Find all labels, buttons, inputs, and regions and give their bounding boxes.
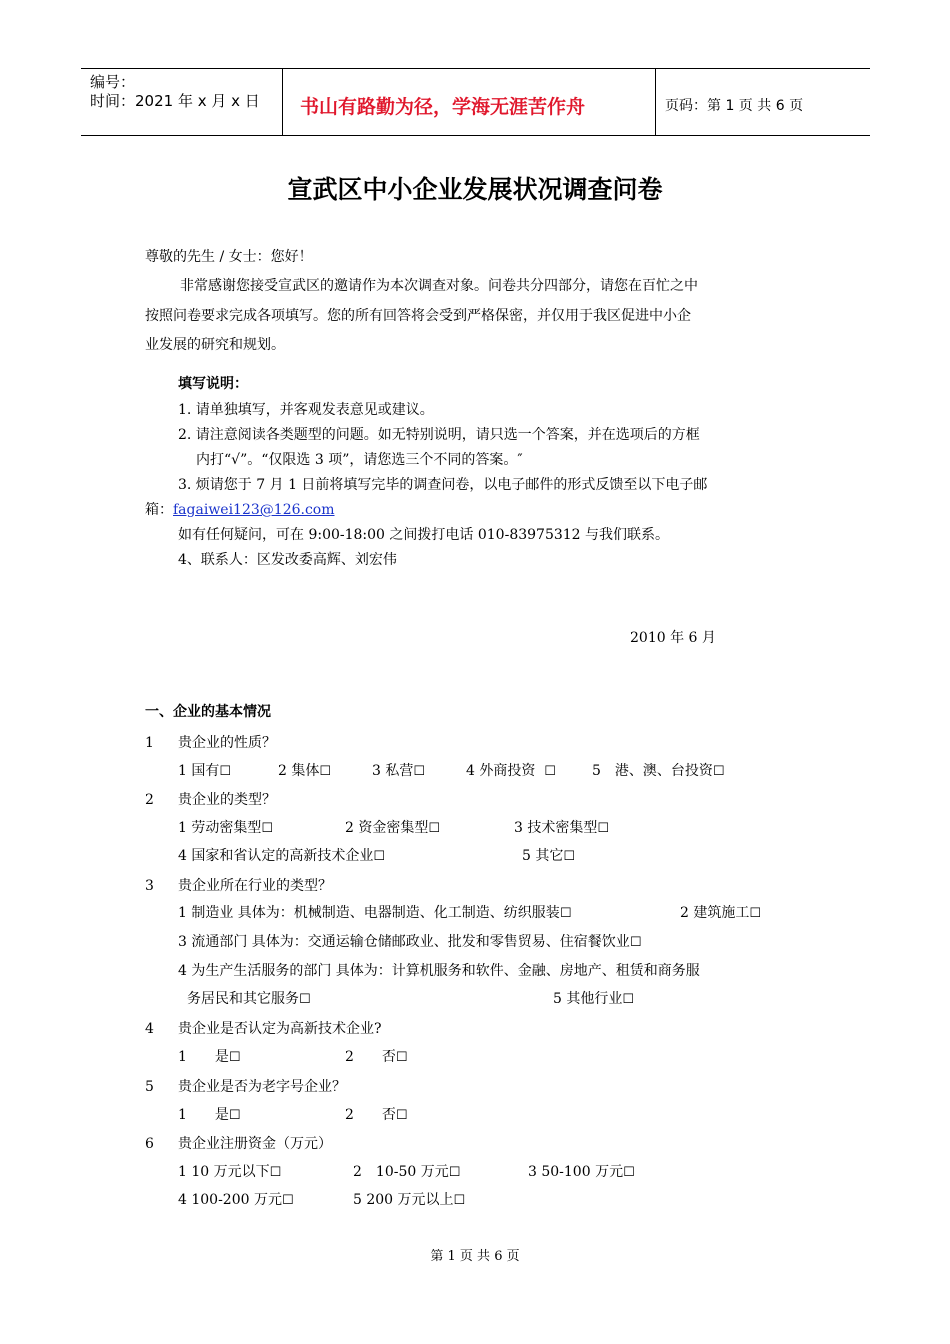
checkbox-icon[interactable]: ☐ [563,849,576,864]
q2-number: 2 [145,792,154,808]
q5-text: 贵企业是否为老字号企业？ [178,1079,346,1095]
checkbox-icon[interactable]: ☐ [544,764,556,779]
instruction-3a: 3. 烦请您于 7 月 1 日前将填写完毕的调查问卷，以电子邮件的形式反馈至以下电子邮 [178,477,708,493]
q1-text: 贵企业的性质？ [178,735,276,751]
checkbox-icon[interactable]: ☐ [712,764,725,779]
checkbox-icon[interactable]: ☐ [597,821,610,836]
q3-option[interactable]: 1 制造业 具体为：机械制造、电器制造、化工制造、纺织服装☐ [178,905,572,921]
q2-option[interactable]: 3 技术密集型☐ [514,820,610,836]
q6-option[interactable]: 4 100-200 万元☐ [178,1192,294,1208]
checkbox-icon[interactable]: ☐ [413,764,426,779]
checkbox-icon[interactable]: ☐ [622,992,635,1007]
checkbox-icon[interactable]: ☐ [428,821,441,836]
q6-option[interactable]: 5 200 万元以上☐ [353,1192,466,1208]
q5-option[interactable]: 1 是☐ [178,1107,241,1123]
checkbox-icon[interactable]: ☐ [281,1193,294,1208]
instruction-4: 4、联系人：区发改委高辉、刘宏伟 [178,552,397,568]
q2-option[interactable]: 2 资金密集型☐ [345,820,441,836]
q3-text: 贵企业所在行业的类型？ [178,878,332,894]
q3-option[interactable]: 务居民和其它服务☐ [187,991,311,1007]
q1-option[interactable]: 4 外商投资 ☐ [466,763,556,779]
q1-option[interactable]: 2 集体☐ [278,763,332,779]
checkbox-icon[interactable]: ☐ [319,764,332,779]
intro-line-1: 非常感谢您接受宣武区的邀请作为本次调查对象。问卷共分四部分，请您在百忙之中 [180,278,698,294]
header-time-label: 时间：2021 年 x 月 x 日 [90,92,260,110]
q6-option[interactable]: 2 10-50 万元☐ [353,1164,461,1180]
q6-number: 6 [145,1136,154,1152]
page-footer: 第 1 页 共 6 页 [430,1249,520,1264]
q1-option[interactable]: 3 私营☐ [372,763,426,779]
q3-option-4a: 4 为生产生活服务的部门 具体为：计算机服务和软件、金融、房地产、租赁和商务服 [178,963,700,979]
checkbox-icon[interactable]: ☐ [749,906,762,921]
checkbox-icon[interactable]: ☐ [219,764,232,779]
q6-text: 贵企业注册资金（万元） [178,1136,332,1152]
checkbox-icon[interactable]: ☐ [395,1050,408,1065]
email-link[interactable]: fagaiwei123@126.com [173,502,335,518]
q1-number: 1 [145,735,154,751]
q5-number: 5 [145,1079,154,1095]
q3-number: 3 [145,878,154,894]
checkbox-icon[interactable]: ☐ [629,935,642,950]
q6-option[interactable]: 3 50-100 万元☐ [528,1164,635,1180]
q3-option[interactable]: 3 流通部门 具体为：交通运输仓储邮政业、批发和零售贸易、住宿餐饮业☐ [178,934,642,950]
checkbox-icon[interactable]: ☐ [395,1108,408,1123]
document-title: 宣武区中小企业发展状况调查问卷 [287,175,663,204]
instruction-3b [145,500,335,520]
instruction-2b: 内打“√”。“仅限选 3 项”，请您选三个不同的答案。″ [196,452,523,468]
q2-option[interactable]: 1 劳动密集型☐ [178,820,274,836]
q4-option[interactable]: 2 否☐ [345,1049,408,1065]
contact-line: 如有任何疑问，可在 9:00-18:00 之间拨打电话 010-83975312 与我们联系。 [178,527,670,543]
header-motto: 书山有路勤为径，学海无涯苦作舟 [300,96,586,118]
q1-option[interactable]: 5 港、澳、台投资☐ [592,763,725,779]
checkbox-icon[interactable]: ☐ [269,1165,282,1180]
q5-option[interactable]: 2 否☐ [345,1107,408,1123]
checkbox-icon[interactable]: ☐ [448,1165,461,1180]
header-divider-right [655,68,656,136]
checkbox-icon[interactable]: ☐ [623,1165,635,1180]
checkbox-icon[interactable]: ☐ [228,1108,241,1123]
header-page-info: 页码：第 1 页 共 6 页 [665,98,804,114]
header-number-label: 编号： [90,73,136,91]
q4-number: 4 [145,1021,154,1037]
header-divider-left [282,68,283,136]
document-date: 2010 年 6 月 [630,630,716,646]
header-bottom-border [81,135,870,136]
email-prefix: 箱： [145,502,173,518]
instruction-2a: 2. 请注意阅读各类题型的问题。如无特别说明，请只选一个答案，并在选项后的方框 [178,427,700,443]
intro-line-2: 按照问卷要求完成各项填写。您的所有回答将会受到严格保密，并仅用于我区促进中小企 [145,308,691,324]
checkbox-icon[interactable]: ☐ [453,1193,466,1208]
q4-text: 贵企业是否认定为高新技术企业? [178,1021,382,1037]
intro-line-3: 业发展的研究和规划。 [145,337,285,353]
q3-option[interactable]: 5 其他行业☐ [553,991,635,1007]
checkbox-icon[interactable]: ☐ [559,906,572,921]
checkbox-icon[interactable]: ☐ [299,992,311,1007]
greeting: 尊敬的先生 / 女士：您好！ [145,249,313,265]
instruction-1: 1. 请单独填写，并客观发表意见或建议。 [178,402,434,418]
checkbox-icon[interactable]: ☐ [373,849,386,864]
q2-option[interactable]: 5 其它☐ [522,848,576,864]
q6-option[interactable]: 1 10 万元以下☐ [178,1164,282,1180]
q2-text: 贵企业的类型？ [178,792,276,808]
q2-option[interactable]: 4 国家和省认定的高新技术企业☐ [178,848,386,864]
checkbox-icon[interactable]: ☐ [261,821,274,836]
instructions-heading: 填写说明： [178,376,248,392]
header-top-border [81,68,870,69]
q4-option[interactable]: 1 是☐ [178,1049,241,1065]
q3-option[interactable]: 2 建筑施工☐ [680,905,762,921]
checkbox-icon[interactable]: ☐ [228,1050,241,1065]
section1-heading: 一、企业的基本情况 [145,704,271,720]
q1-option[interactable]: 1 国有☐ [178,763,232,779]
